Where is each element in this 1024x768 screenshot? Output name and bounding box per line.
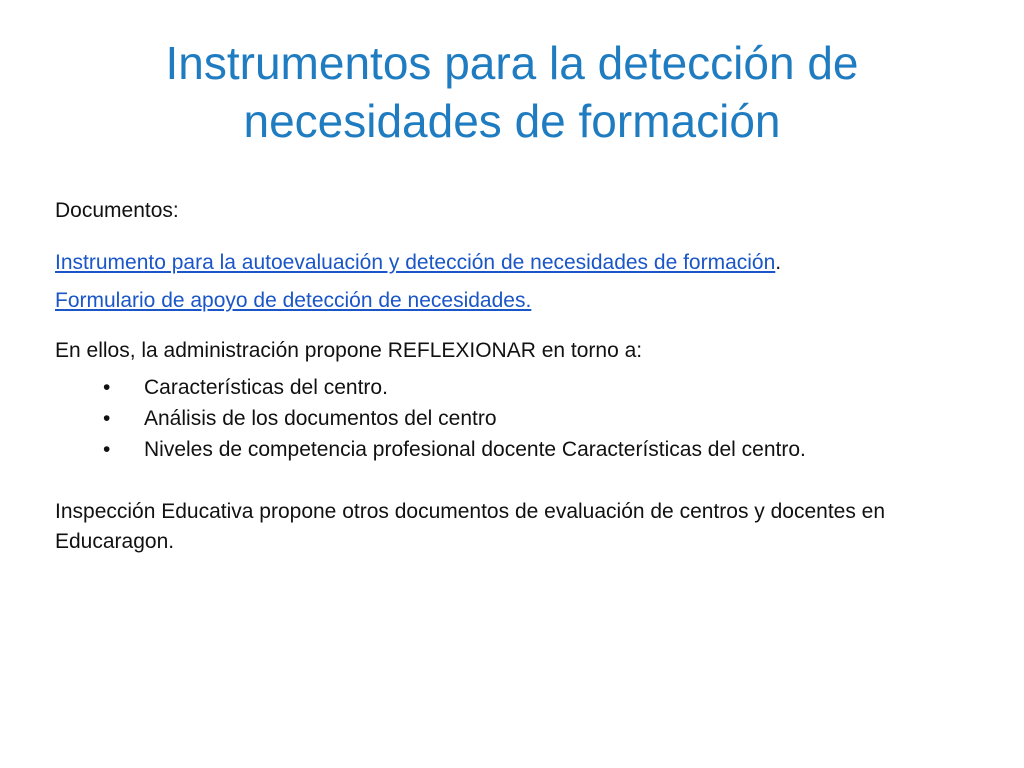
bullet-icon: • bbox=[103, 376, 111, 399]
list-item-text: Análisis de los documentos del centro bbox=[144, 407, 497, 430]
slide-title bbox=[60, 34, 964, 150]
list-item-text: Características del centro. bbox=[144, 376, 388, 399]
closing-paragraph: Inspección Educativa propone otros documentos de evaluación de centros y docentes en Educaragon. bbox=[55, 500, 886, 553]
link-instrumento-autoevaluacion[interactable]: Instrumento para la autoevaluación y detección de necesidades de formación bbox=[55, 251, 776, 274]
list-item bbox=[55, 372, 975, 403]
slide-title-line-1: Instrumentos para la detección de bbox=[165, 37, 859, 89]
slide-body bbox=[55, 196, 975, 557]
link-paragraph-formulario bbox=[55, 286, 975, 316]
link-paragraph-autoevaluacion bbox=[55, 248, 975, 278]
link-2-trailing[interactable]: . bbox=[525, 289, 532, 312]
bullet-icon: • bbox=[103, 438, 111, 461]
link-formulario-apoyo[interactable]: Formulario de apoyo de detección de necesidades bbox=[55, 289, 526, 312]
bullet-icon: • bbox=[103, 407, 111, 430]
slide-title-line-2: necesidades de formación bbox=[243, 95, 781, 147]
link-1-trailing: . bbox=[775, 251, 782, 274]
reflection-list bbox=[55, 372, 975, 465]
list-item-text: Niveles de competencia profesional docente Características del centro. bbox=[144, 438, 806, 461]
list-item bbox=[55, 434, 975, 465]
documents-label: Documentos: bbox=[55, 199, 179, 222]
reflect-intro: En ellos, la administración propone REFLEXIONAR en torno a: bbox=[55, 339, 643, 362]
list-item bbox=[55, 403, 975, 434]
